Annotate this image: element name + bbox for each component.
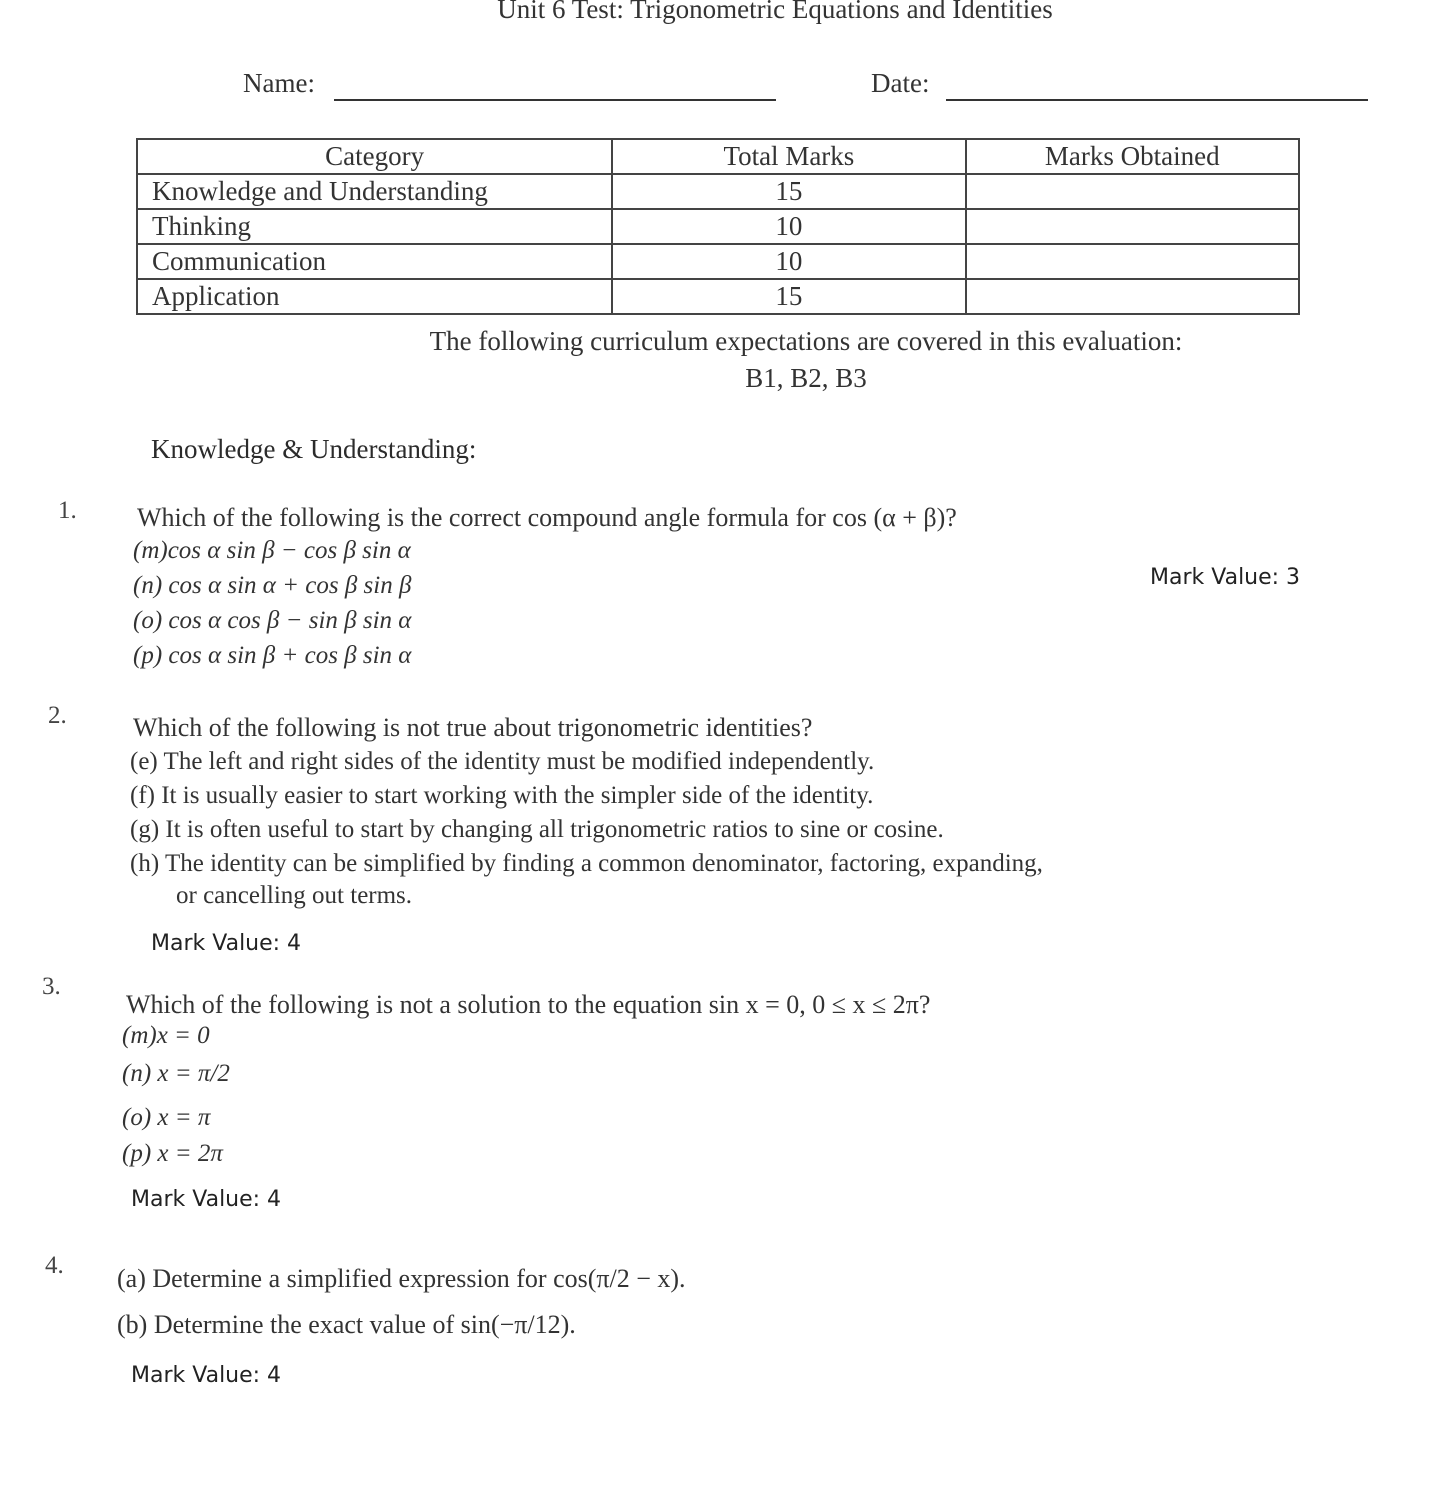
question-number: 1. [58, 497, 77, 524]
total-marks-cell: 10 [612, 209, 965, 244]
section-title: Knowledge & Understanding: [151, 434, 477, 464]
marks-obtained-cell[interactable] [966, 174, 1299, 209]
answer-option-continued: or cancelling out terms. [176, 882, 413, 909]
column-header: Total Marks [612, 139, 965, 174]
answer-option[interactable]: (o) x = π [122, 1104, 211, 1131]
total-marks-cell: 10 [612, 244, 965, 279]
table-header-row [137, 139, 1299, 174]
category-cell: Application [137, 279, 612, 314]
answer-option[interactable]: (g) It is often useful to start by changing all trigonometric ratios to sine or cosine. [130, 816, 944, 843]
answer-option[interactable]: (o) cos α cos β − sin β sin α [133, 607, 412, 634]
marks-obtained-cell[interactable] [966, 244, 1299, 279]
category-cell: Knowledge and Understanding [137, 174, 612, 209]
answer-option[interactable]: (e) The left and right sides of the identity must be modified independently. [130, 748, 875, 775]
total-marks-cell: 15 [612, 174, 965, 209]
answer-option[interactable]: (h) The identity can be simplified by finding a common denominator, factoring, expanding, [130, 850, 1043, 877]
answer-option[interactable]: (m)cos α sin β − cos β sin α [133, 537, 411, 564]
date-field[interactable] [946, 99, 1368, 101]
page-title: Unit 6 Test: Trigonometric Equations and Identities [497, 0, 1053, 24]
answer-option[interactable]: (p) cos α sin β + cos β sin α [133, 642, 412, 669]
category-cell: Communication [137, 244, 612, 279]
table-row [137, 279, 1299, 314]
marks-table [136, 138, 1300, 315]
question-text: Which of the following is the correct compound angle formula for cos (α + β)? [137, 503, 957, 532]
question-number: 4. [45, 1252, 64, 1279]
total-marks-cell: 15 [612, 279, 965, 314]
mark-value: Mark Value: 4 [151, 931, 302, 956]
category-cell: Thinking [137, 209, 612, 244]
answer-option[interactable]: (n) x = π/2 [122, 1060, 230, 1087]
date-label: Date: [871, 68, 930, 98]
question-number: 2. [48, 702, 67, 729]
marks-obtained-cell[interactable] [966, 279, 1299, 314]
marks-obtained-cell[interactable] [966, 209, 1299, 244]
column-header: Category [137, 139, 612, 174]
question-part-b: (b) Determine the exact value of sin(−π/12). [117, 1310, 576, 1339]
question-part-a: (a) Determine a simplified expression for cos(π/2 − x). [117, 1264, 686, 1293]
table-row [137, 174, 1299, 209]
name-field[interactable] [334, 99, 776, 101]
expectations-line: The following curriculum expectations are covered in this evaluation: [429, 326, 1183, 356]
table-row [137, 209, 1299, 244]
answer-option[interactable]: (n) cos α sin α + cos β sin β [133, 572, 412, 599]
mark-value: Mark Value: 3 [1150, 565, 1301, 590]
answer-option[interactable]: (m)x = 0 [122, 1022, 210, 1049]
question-text: Which of the following is not a solution to the equation sin x = 0, 0 ≤ x ≤ 2π? [126, 990, 931, 1019]
question-number: 3. [42, 973, 61, 1000]
name-label: Name: [243, 68, 315, 98]
answer-option[interactable]: (p) x = 2π [122, 1140, 223, 1167]
answer-option[interactable]: (f) It is usually easier to start working with the simpler side of the identity. [130, 782, 874, 809]
mark-value: Mark Value: 4 [131, 1363, 282, 1388]
table-row [137, 244, 1299, 279]
expectations-codes: B1, B2, B3 [745, 363, 867, 393]
mark-value: Mark Value: 4 [131, 1187, 282, 1212]
column-header: Marks Obtained [966, 139, 1299, 174]
question-text: Which of the following is not true about trigonometric identities? [133, 713, 813, 742]
